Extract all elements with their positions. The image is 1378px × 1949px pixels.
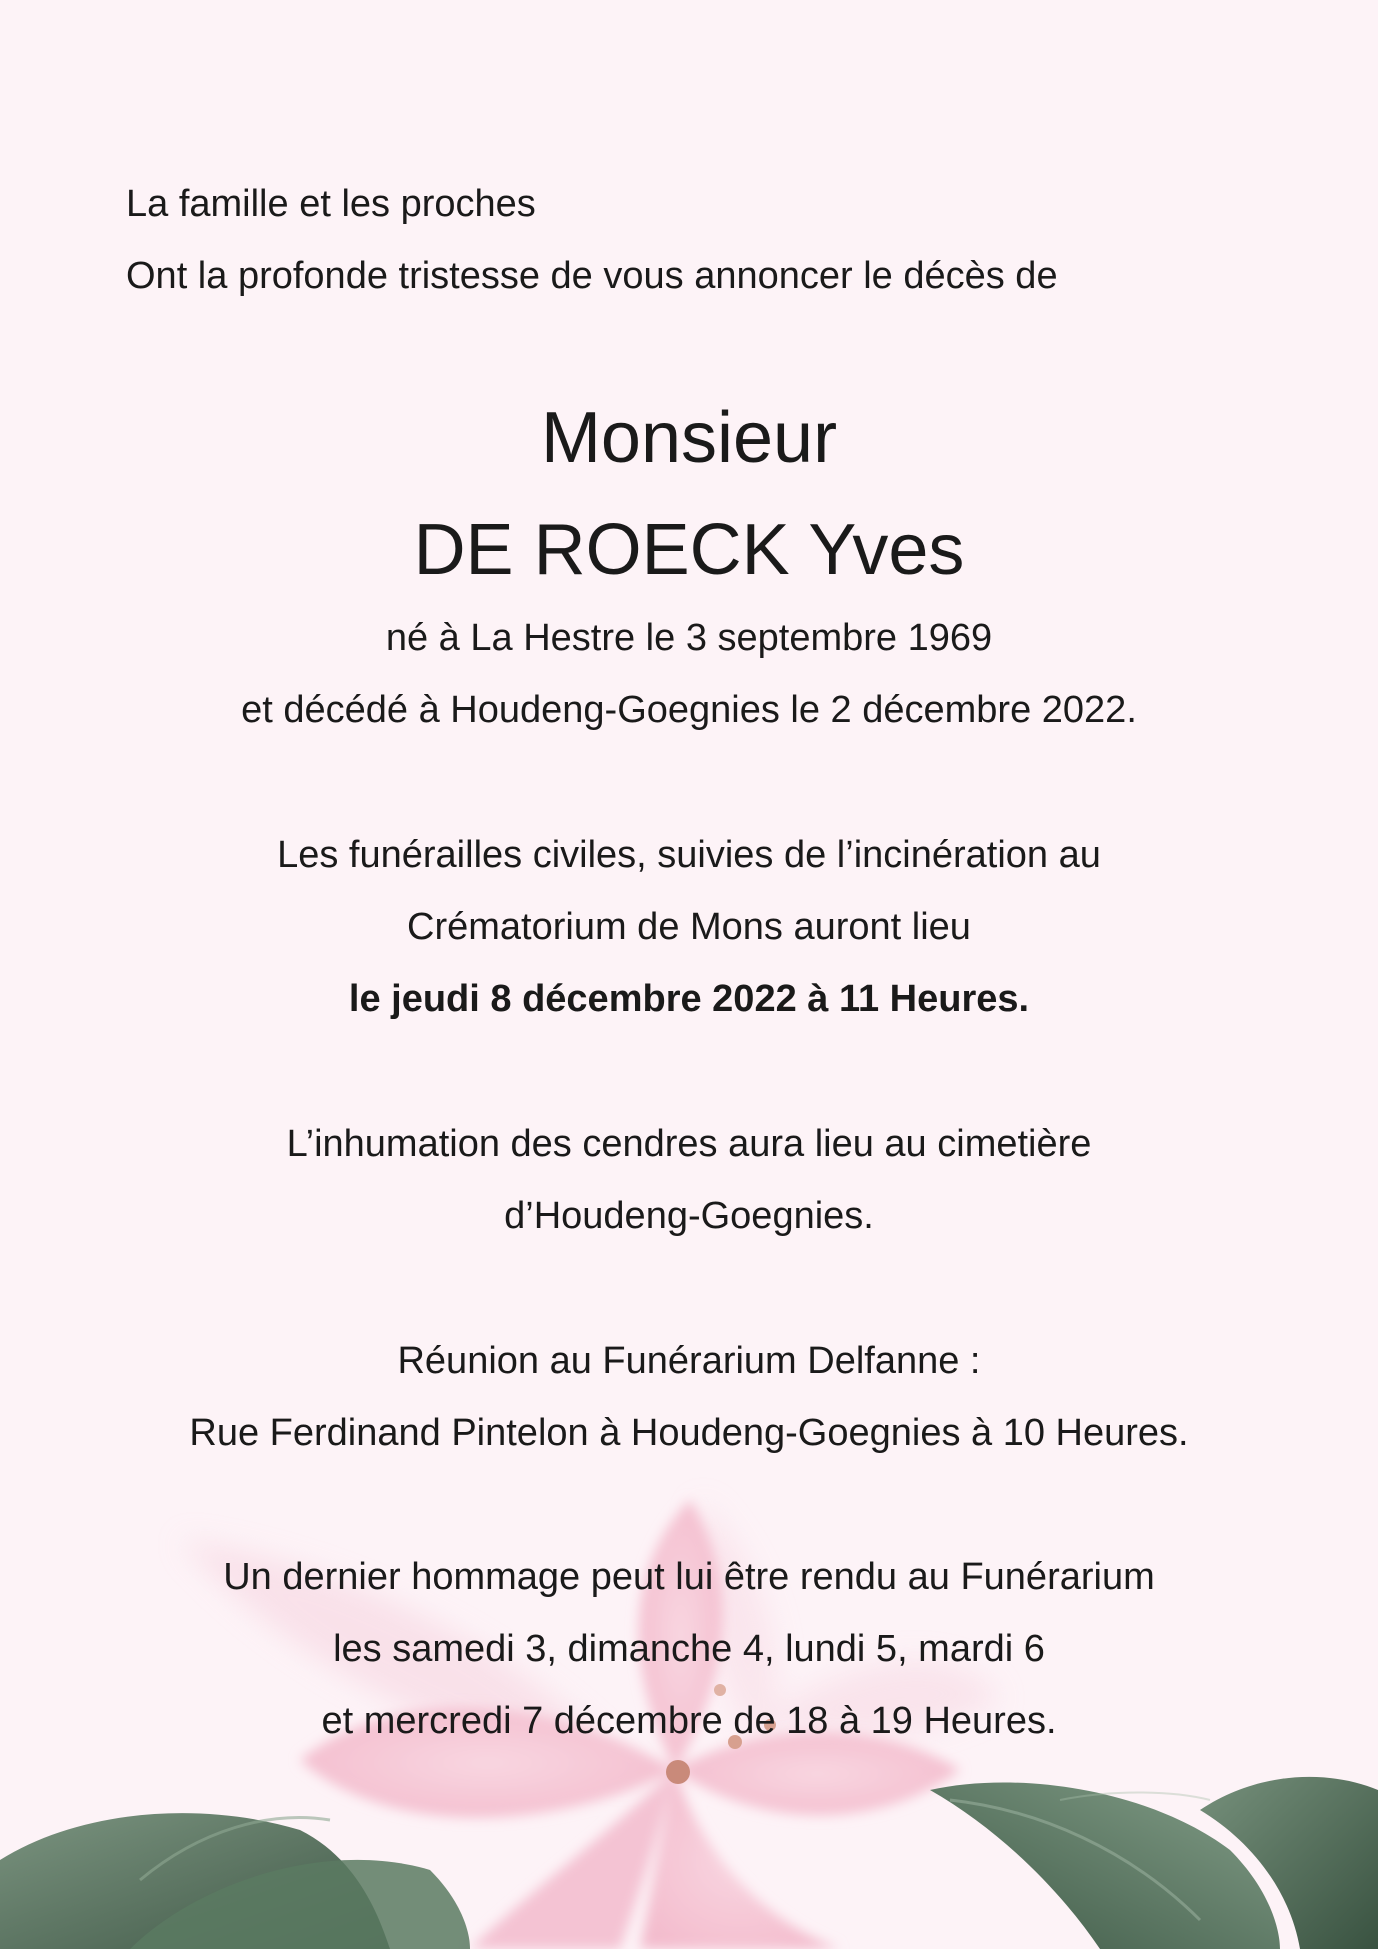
death-line: et décédé à Houdeng-Goegnies le 2 décembre 2022.: [241, 689, 1137, 731]
reunion-line-1: Réunion au Funérarium Delfanne :: [397, 1340, 981, 1382]
reunion-line-2: Rue Ferdinand Pintelon à Houdeng-Goegnies à 10 Heures.: [189, 1412, 1189, 1454]
deceased-name: DE ROECK Yves: [413, 510, 965, 590]
inhumation-line-2: d’Houdeng-Goegnies.: [504, 1195, 874, 1237]
deceased-title: Monsieur: [540, 398, 838, 478]
hommage-line-2: les samedi 3, dimanche 4, lundi 5, mardi 6: [333, 1628, 1045, 1670]
inhumation-line-1: L’inhumation des cendres aura lieu au cimetière: [286, 1123, 1092, 1165]
hommage-line-3: et mercredi 7 décembre de 18 à 19 Heures.: [321, 1700, 1057, 1742]
flower-center: [666, 1760, 690, 1784]
funeral-line-1: Les funérailles civiles, suivies de l’incinération au: [277, 834, 1101, 876]
intro-line-2: Ont la profonde tristesse de vous annoncer le décès de: [126, 255, 1058, 297]
birth-line: né à La Hestre le 3 septembre 1969: [385, 617, 993, 659]
funeral-date: le jeudi 8 décembre 2022 à 11 Heures.: [348, 978, 1030, 1020]
hommage-line-1: Un dernier hommage peut lui être rendu au Funérarium: [223, 1556, 1155, 1598]
intro-line-1: La famille et les proches: [126, 183, 536, 225]
funeral-line-2: Crématorium de Mons auront lieu: [407, 906, 971, 948]
